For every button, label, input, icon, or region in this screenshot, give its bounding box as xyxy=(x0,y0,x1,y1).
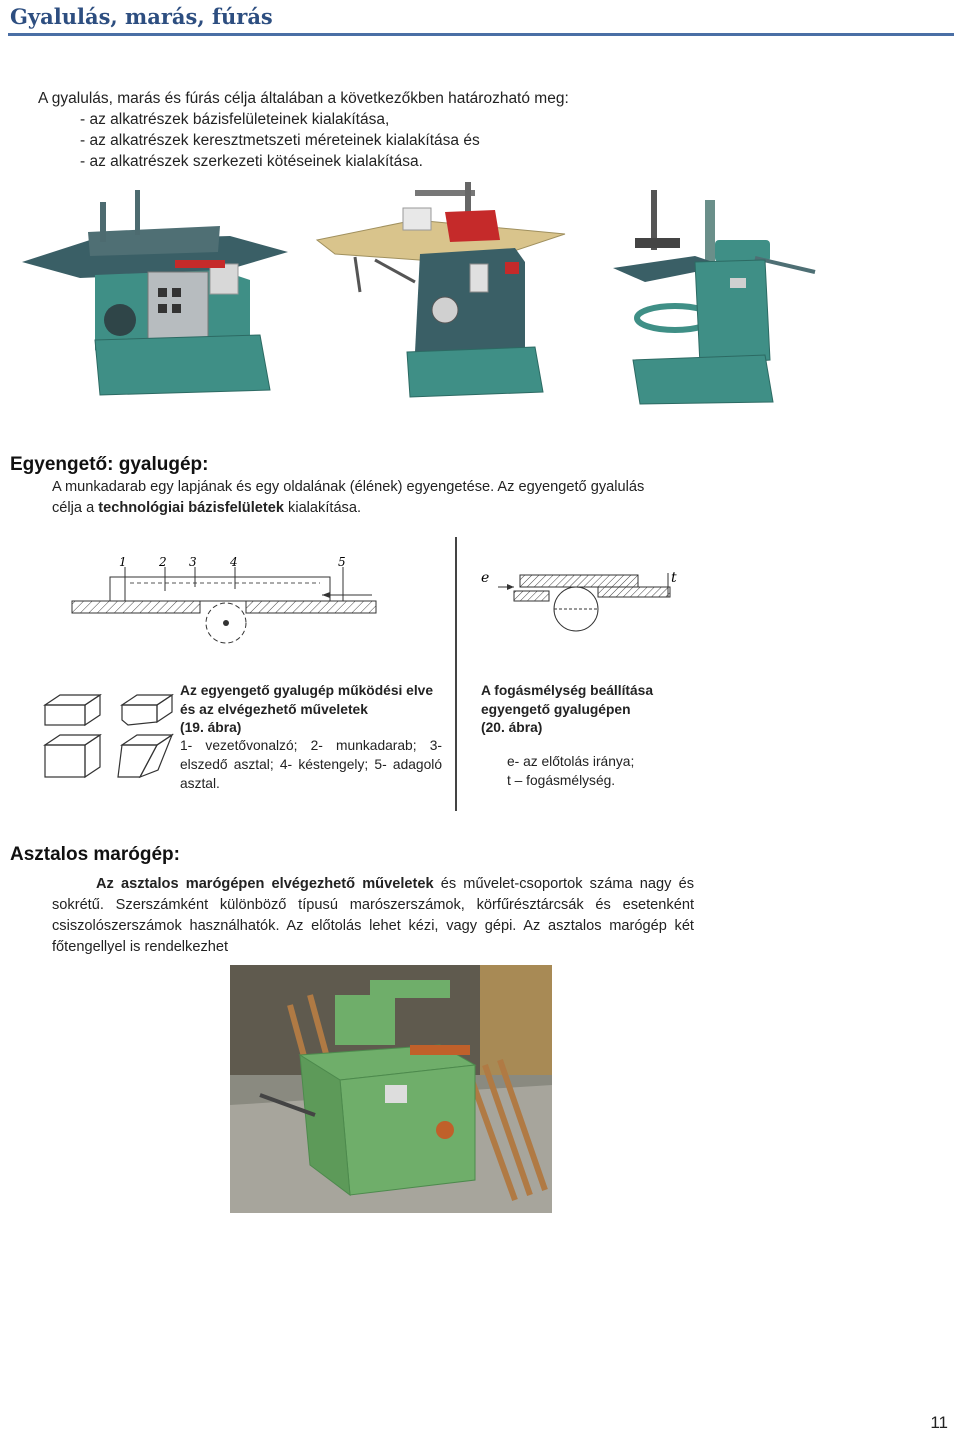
fig19-legend: 1- vezetővonalzó; 2- munkadarab; 3- elszedő asztal; 4- késtengely; 5- adagoló asztal. xyxy=(180,738,442,791)
callout-1: 1 xyxy=(119,555,127,569)
callout-3: 3 xyxy=(189,555,197,569)
milling-machine-photo xyxy=(230,965,552,1213)
label-t: t xyxy=(671,570,677,586)
planer-machine-photo xyxy=(20,190,290,405)
fig20-legend-e: e- az előtolás iránya; xyxy=(507,754,635,769)
jointer-desc-part-b: kialakítása. xyxy=(283,500,362,516)
fig20-ref: (20. ábra) xyxy=(481,720,543,735)
callout-2: 2 xyxy=(159,555,167,569)
milling-desc-rest: és művelet-csoportok száma nagy és sokrétű. Szerszámként különböző típusú marószerszámok, körfűrésztárcsák és esetenként csiszolószerszámok használhatók. Az előtolás lehet kézi, vagy gépi. Az asztalos marógép két főtengellyel is rendelkezhet xyxy=(52,876,694,955)
workpiece-operations-sketch xyxy=(40,690,180,785)
jointer-desc-bold: technológiai bázisfelületek xyxy=(98,500,284,516)
drilling-machine-photo xyxy=(605,190,820,410)
jointer-principle-diagram xyxy=(70,555,380,655)
jointer-description xyxy=(52,477,662,519)
section-heading-jointer: Egyengető: gyalugép: xyxy=(10,454,209,475)
fig19-title: Az egyengető gyalugép működési elve és az elvégezhető műveletek xyxy=(180,683,434,717)
page-header-title: Gyalulás, marás, fúrás xyxy=(10,4,273,29)
fig20-legend-t: t – fogásmélység. xyxy=(507,773,616,788)
intro-bullet: - az alkatrészek bázisfelületeinek kialakítása, xyxy=(80,111,390,128)
fig19-ref: (19. ábra) xyxy=(180,720,242,735)
intro-bullet: - az alkatrészek szerkezeti kötéseinek kialakítása. xyxy=(80,153,423,170)
header-rule xyxy=(8,33,954,36)
intro-block xyxy=(38,88,569,172)
jointer-desc-part-a: A munkadarab egy lapjának és egy oldalának (élének) egyengetése. Az egyengető gyalulás célja a xyxy=(52,479,645,516)
fig20-title: A fogásmélység beállítása egyengető gyalugépen xyxy=(481,683,654,717)
figure-divider xyxy=(455,537,457,811)
milling-desc-bold: Az asztalos marógépen elvégezhető műveletek xyxy=(96,876,434,892)
intro-bullet: - az alkatrészek keresztmetszeti méreteinek kialakítása és xyxy=(80,132,480,149)
cut-depth-diagram xyxy=(478,565,683,635)
milling-description xyxy=(52,874,694,958)
label-e: e xyxy=(481,570,490,586)
callout-4: 4 xyxy=(230,555,238,569)
intro-lead: A gyalulás, marás és fúrás célja általában a következőkben határozható meg: xyxy=(38,90,569,107)
section-heading-milling: Asztalos marógép: xyxy=(10,844,180,865)
shaper-machine-photo xyxy=(315,182,570,402)
page-number: 11 xyxy=(930,1413,948,1432)
callout-5: 5 xyxy=(338,555,346,569)
